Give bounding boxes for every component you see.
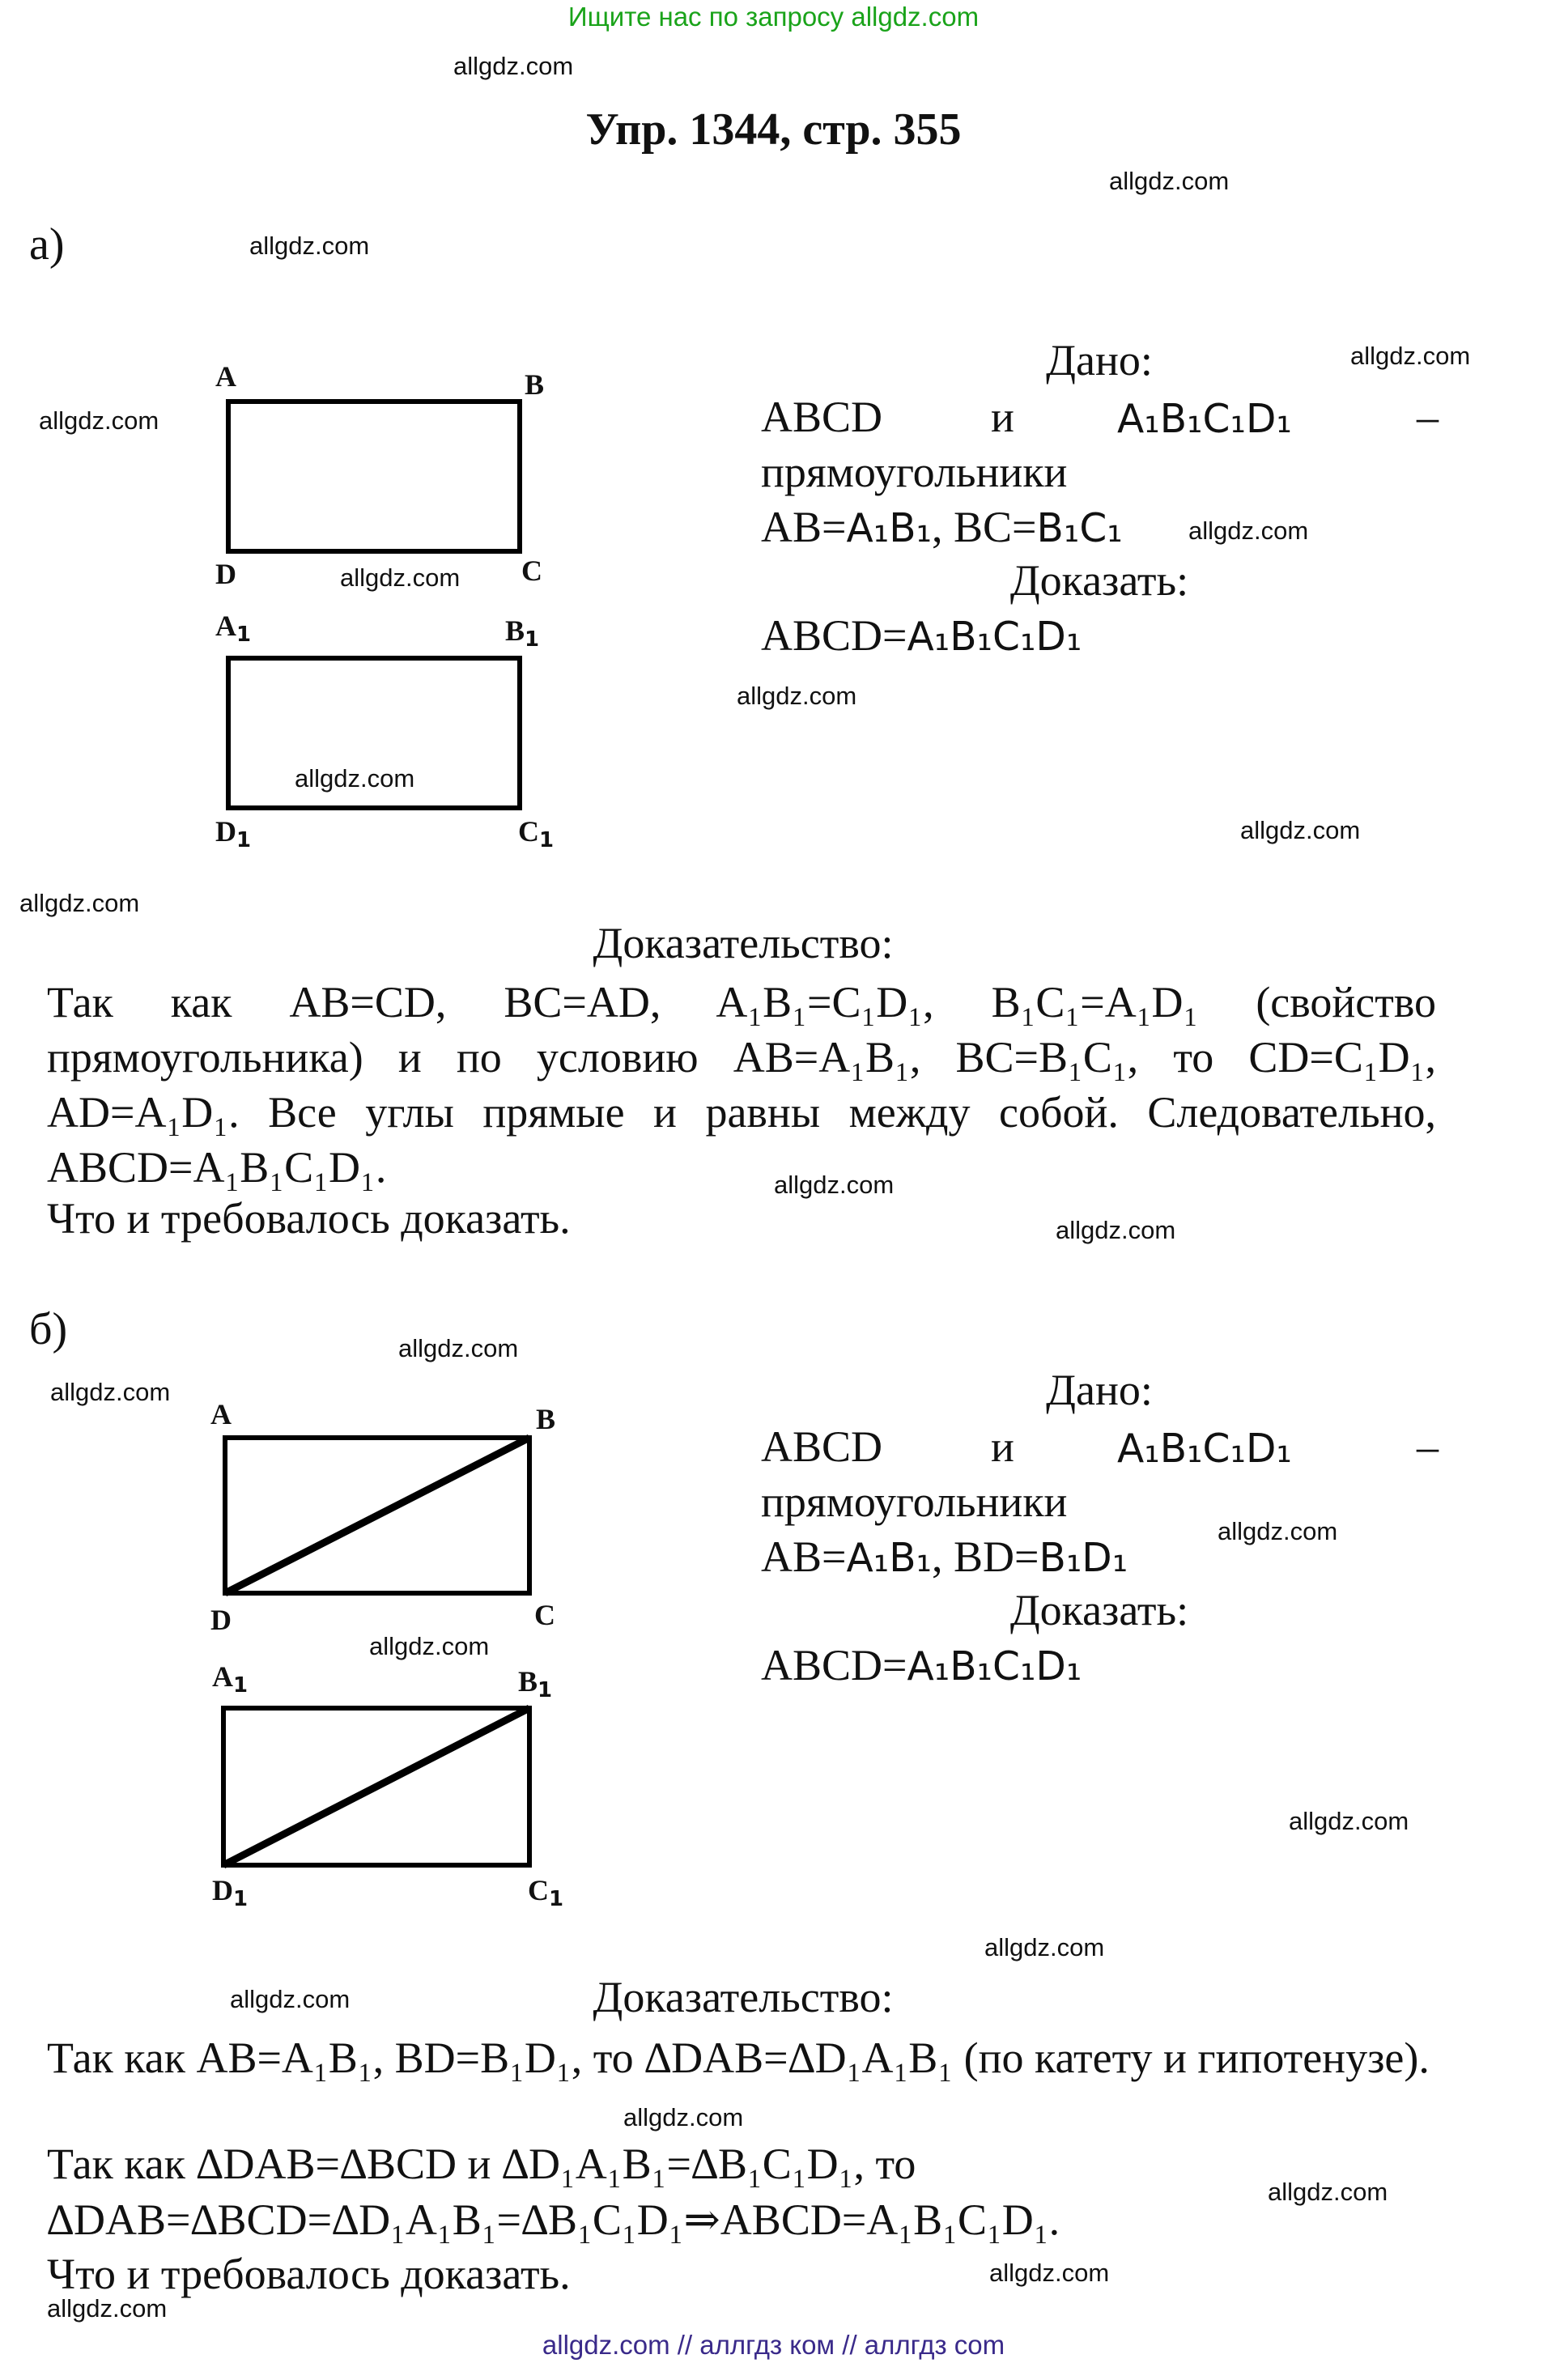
vertex-label-c: C [534, 1599, 555, 1631]
proof-conclusion: Что и требовалось доказать. [47, 2250, 571, 2298]
watermark: allgdz.com [1109, 167, 1230, 195]
watermark: allgdz.com [249, 232, 370, 260]
page-title: Упр. 1344, стр. 355 [585, 104, 962, 155]
vertex-label-d1: $D_1$ [212, 1874, 249, 1912]
prove-heading: Доказать: [1009, 556, 1189, 605]
given-line-3: AB=A₁B₁, BC=B₁C₁ [761, 503, 1123, 551]
vertex-label-c1: $C_1$ [518, 815, 555, 853]
watermark: allgdz.com [50, 1378, 171, 1406]
watermark: allgdz.com [1350, 342, 1471, 370]
vertex-label-a1: $A_1$ [212, 1660, 249, 1698]
vertex-label-c1: $C_1$ [528, 1874, 564, 1912]
part-a-label: а) [29, 219, 65, 270]
vertex-label-c: C [521, 555, 542, 587]
vertex-label-b1: $B_1$ [505, 614, 540, 652]
diagonal-bd [225, 1438, 529, 1593]
watermark: allgdz.com [47, 2294, 168, 2323]
proof-text-1: Так как AB=A₁B₁, BD=B₁D₁, то ∆DAB=∆D₁A₁B₁ (по катету и гипотенузе). [47, 2034, 1430, 2082]
watermark: allgdz.com [1056, 1216, 1176, 1244]
diagonal-b1d1 [223, 1708, 529, 1865]
vertex-label-a: A [215, 360, 236, 393]
watermark: allgdz.com [989, 2259, 1110, 2287]
watermark: allgdz.com [1218, 1517, 1338, 1545]
prove-statement: ABCD=A₁B₁C₁D₁ [761, 611, 1082, 660]
proof-text: Так как AB=CD, BC=AD, A₁B₁=C₁D₁, B₁C₁=A₁D₁ (свойство прямоугольника) и по условию AB=A₁B₁, BC=B₁C₁, то CD=C₁D₁, AD=A₁D₁. Все углы прямые и равны между собой. Следовательно, ABCD=A₁B₁C₁D₁. [47, 978, 1436, 1192]
watermark: allgdz.com [398, 1334, 519, 1362]
vertex-label-b: B [536, 1403, 556, 1435]
footer-links[interactable]: allgdz.com // аллгдз ком // аллгдз com [542, 2330, 1005, 2360]
given-line-3: AB=A₁B₁, BD=B₁D₁ [761, 1532, 1128, 1581]
watermark: allgdz.com [1289, 1807, 1409, 1835]
given-line-1: ABCD и A₁B₁C₁D₁ – [761, 1422, 1439, 1472]
part-b-label: б) [29, 1304, 68, 1354]
vertex-label-b: B [525, 368, 545, 401]
watermark: allgdz.com [1188, 516, 1309, 545]
watermark: allgdz.com [295, 764, 415, 793]
watermark: allgdz.com [623, 2103, 744, 2131]
proof-text-2: Так как ∆DAB=∆BCD и ∆D₁A₁B₁=∆B₁C₁D₁, то [47, 2140, 916, 2188]
watermark: allgdz.com [19, 889, 140, 917]
watermark: allgdz.com [1240, 816, 1361, 844]
given-line-2: прямоугольники [761, 1477, 1068, 1526]
vertex-label-b1: $B_1$ [518, 1665, 553, 1703]
watermark: allgdz.com [230, 1985, 351, 2013]
proof-heading: Доказательство: [593, 1973, 894, 2021]
prove-statement: ABCD=A₁B₁C₁D₁ [761, 1641, 1082, 1689]
vertex-label-d: D [215, 558, 236, 590]
given-line-1: ABCD и A₁B₁C₁D₁ – [761, 393, 1439, 442]
proof-conclusion: Что и требовалось доказать. [47, 1194, 571, 1243]
watermark: allgdz.com [39, 406, 159, 435]
search-banner[interactable]: Ищите нас по запросу allgdz.com [567, 2, 980, 32]
vertex-label-d1: $D_1$ [215, 815, 252, 853]
watermark: allgdz.com [737, 682, 857, 710]
vertex-label-d: D [210, 1604, 232, 1636]
watermark: allgdz.com [340, 563, 461, 592]
given-heading: Дано: [1046, 336, 1153, 385]
given-heading: Дано: [1046, 1366, 1153, 1414]
vertex-label-a1: $A_1$ [215, 610, 252, 648]
watermark: allgdz.com [1268, 2178, 1388, 2206]
watermark: allgdz.com [774, 1171, 895, 1199]
watermark: allgdz.com [984, 1933, 1105, 1961]
proof-heading: Доказательство: [593, 919, 894, 967]
proof-text-3: ∆DAB=∆BCD=∆D₁A₁B₁=∆B₁C₁D₁⇒ABCD=A₁B₁C₁D₁. [47, 2195, 1060, 2244]
given-line-2: прямоугольники [761, 448, 1068, 496]
prove-heading: Доказать: [1009, 1586, 1189, 1634]
watermark: allgdz.com [369, 1632, 490, 1660]
vertex-label-a: A [210, 1398, 232, 1430]
watermark: allgdz.com [453, 52, 574, 80]
